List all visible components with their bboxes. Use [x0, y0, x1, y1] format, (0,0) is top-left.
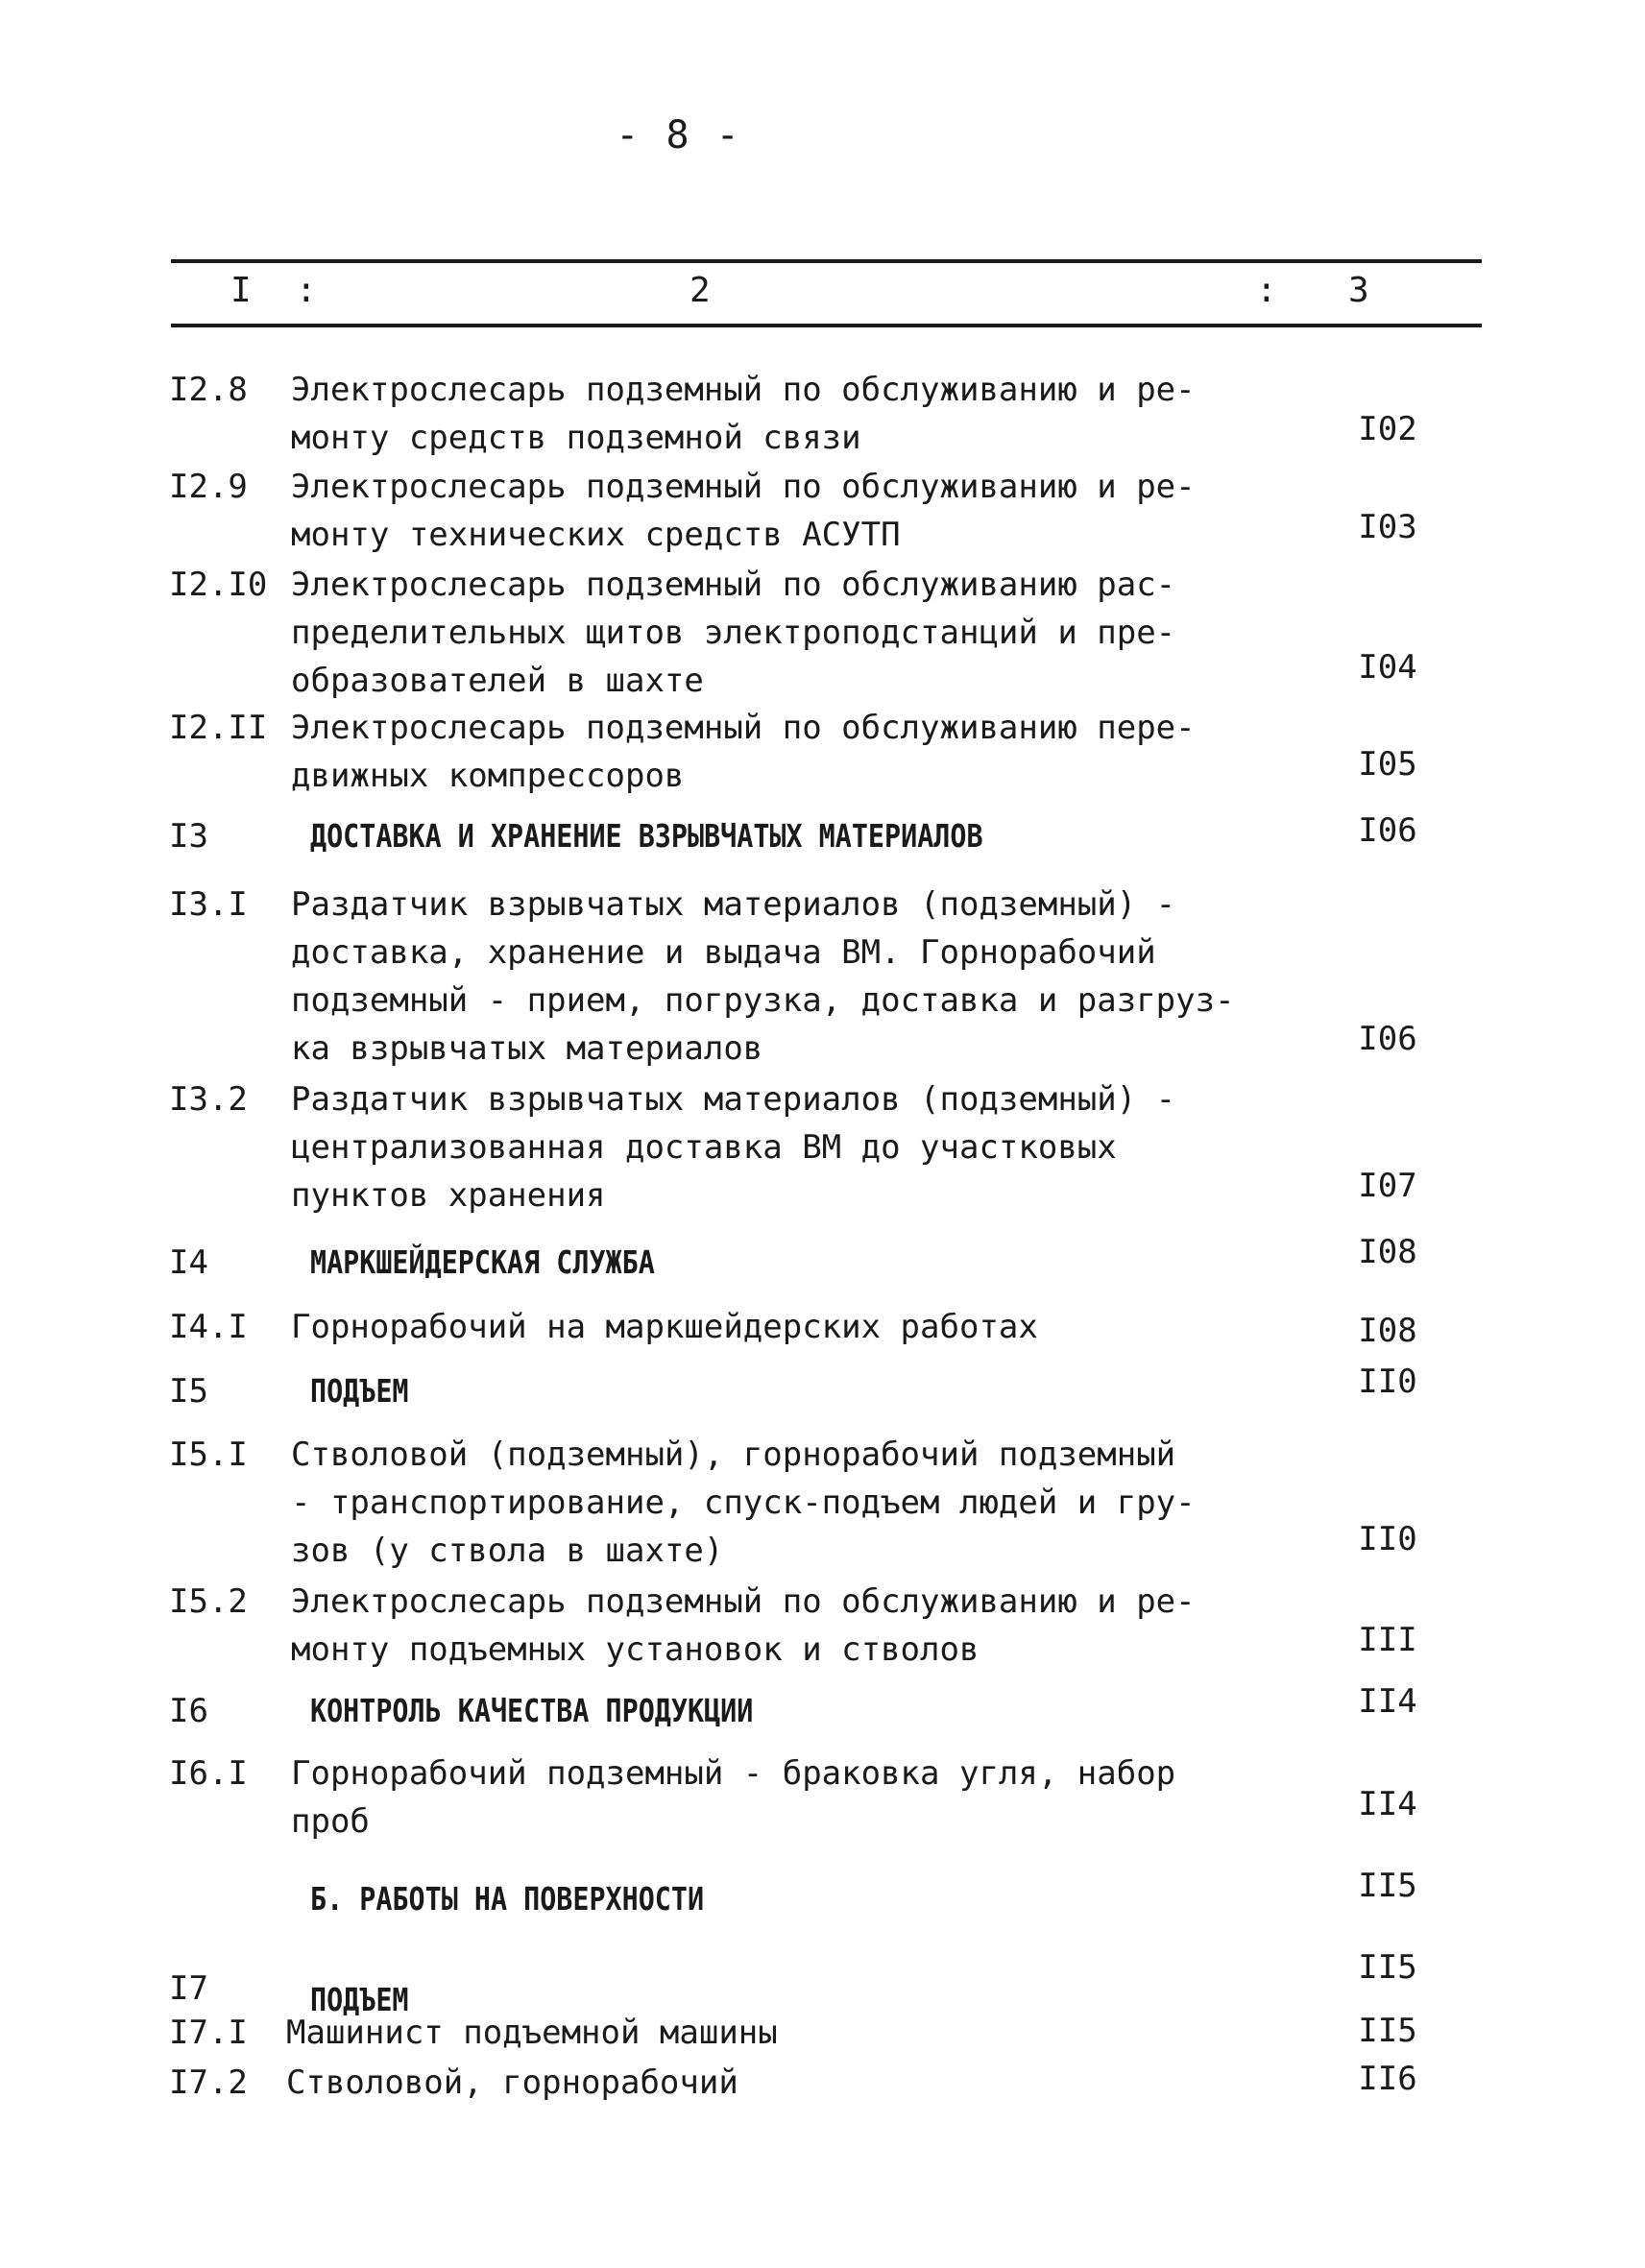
table-top-rule	[171, 259, 1482, 263]
header-col-1: I	[230, 271, 252, 310]
description-line: образователей в шахте	[291, 662, 704, 700]
description-line: Стволовой, горнорабочий	[286, 2063, 738, 2102]
description-line: проб	[291, 1802, 370, 1841]
description-line: Электрослесарь подземный по обслуживанию рас-	[291, 566, 1176, 604]
page-number: - 8 -	[616, 113, 741, 157]
description-line: монту средств подземной связи	[291, 419, 861, 457]
section-number: I3	[169, 817, 208, 856]
section-title: Б. РАБОТЫ НА ПОВЕРХНОСТИ	[310, 1880, 705, 1918]
row-page: I06	[1358, 1020, 1417, 1058]
row-page: II0	[1358, 1363, 1417, 1401]
description-line: Горнорабочий подземный - браковка угля, набор	[291, 1754, 1176, 1793]
description-line: движных компрессоров	[291, 757, 685, 795]
row-description	[291, 463, 1299, 559]
row-page: II0	[1358, 1520, 1417, 1558]
description-line: Электрослесарь подземный по обслуживанию и ре-	[291, 468, 1196, 506]
description-line: монту подъемных установок и стволов	[291, 1630, 980, 1669]
table-header-rule	[171, 324, 1482, 327]
description-line: ка взрывчатых материалов	[291, 1029, 763, 1068]
row-description	[291, 704, 1299, 800]
section-number: I4	[169, 1243, 208, 1282]
row-page: I06	[1358, 811, 1417, 850]
row-number: I4.I	[169, 1308, 248, 1346]
description-line: Электрослесарь подземный по обслуживанию и ре-	[291, 1582, 1196, 1621]
description-line: пределительных щитов электроподстанций и пре-	[291, 614, 1176, 652]
description-line: централизованная доставка ВМ до участковых	[291, 1128, 1117, 1167]
row-page: II4	[1358, 1785, 1417, 1823]
row-page: I07	[1358, 1167, 1417, 1205]
description-line: подземный - прием, погрузка, доставка и разгруз-	[291, 981, 1235, 1020]
description-line: Раздатчик взрывчатых материалов (подземный) -	[291, 885, 1176, 924]
description-line: - транспортирование, спуск-подъем людей и гру-	[291, 1484, 1196, 1522]
row-description	[291, 561, 1299, 705]
description-line: доставка, хранение и выдача ВМ. Горнорабочий	[291, 933, 1156, 972]
row-description	[291, 1303, 1299, 1351]
row-page: II5	[1358, 1867, 1417, 1905]
row-page: I04	[1358, 648, 1417, 687]
description-line: Горнорабочий на маркшейдерских работах	[291, 1308, 1038, 1346]
row-page: I02	[1358, 410, 1417, 448]
row-number: I3.2	[169, 1080, 248, 1119]
header-separator-2: :	[1256, 271, 1277, 310]
row-page: II4	[1358, 1682, 1417, 1721]
section-title: ДОСТАВКА И ХРАНЕНИЕ ВЗРЫВЧАТЫХ МАТЕРИАЛОВ	[310, 817, 983, 855]
row-description	[291, 366, 1299, 462]
row-number: I7.2	[169, 2063, 248, 2102]
row-page: I05	[1358, 745, 1417, 784]
description-line: монту технических средств АСУТП	[291, 516, 901, 554]
row-number: I5.2	[169, 1582, 248, 1621]
row-page: III	[1358, 1621, 1417, 1659]
section-number: I7	[169, 1969, 208, 2008]
row-page: I08	[1358, 1312, 1417, 1350]
row-page: II5	[1358, 2012, 1417, 2050]
row-page: II5	[1358, 1948, 1417, 1987]
description-line: Машинист подъемной машины	[286, 2014, 778, 2052]
description-line: Электрослесарь подземный по обслуживанию и ре-	[291, 371, 1196, 409]
description-line: зов (у ствола в шахте)	[291, 1532, 724, 1570]
row-number: I6.I	[169, 1754, 248, 1793]
header-col-2: 2	[689, 271, 711, 310]
description-line: Стволовой (подземный), горнорабочий подземный	[291, 1436, 1176, 1474]
description-line: Раздатчик взрывчатых материалов (подземный) -	[291, 1080, 1176, 1119]
row-description	[286, 2009, 1294, 2057]
row-description	[291, 1578, 1299, 1674]
section-number: I6	[169, 1692, 208, 1730]
row-page: I03	[1358, 508, 1417, 546]
header-col-3: 3	[1348, 271, 1369, 310]
description-line: пунктов хранения	[291, 1176, 606, 1215]
row-description	[286, 2059, 1294, 2107]
row-number: I3.I	[169, 885, 248, 924]
row-number: I5.I	[169, 1436, 248, 1474]
section-number: I5	[169, 1372, 208, 1411]
section-title: ПОДЪЕМ	[310, 1981, 409, 2018]
section-title: ПОДЪЕМ	[310, 1372, 409, 1410]
row-number: I7.I	[169, 2014, 248, 2052]
row-description	[291, 881, 1299, 1073]
row-number: I2.9	[169, 468, 248, 506]
row-description	[291, 1431, 1299, 1575]
row-description	[291, 1075, 1299, 1219]
row-description	[291, 1749, 1299, 1846]
header-separator-1: :	[296, 271, 317, 310]
description-line: Электрослесарь подземный по обслуживанию пере-	[291, 709, 1196, 747]
section-title: КОНТРОЛЬ КАЧЕСТВА ПРОДУКЦИИ	[310, 1692, 754, 1729]
row-number: I2.8	[169, 371, 248, 409]
row-page: II6	[1358, 2060, 1417, 2098]
section-title: МАРКШЕЙДЕРСКАЯ СЛУЖБА	[310, 1243, 655, 1281]
row-page: I08	[1358, 1233, 1417, 1271]
row-number: I2.I0	[169, 566, 268, 604]
row-number: I2.II	[169, 709, 268, 747]
